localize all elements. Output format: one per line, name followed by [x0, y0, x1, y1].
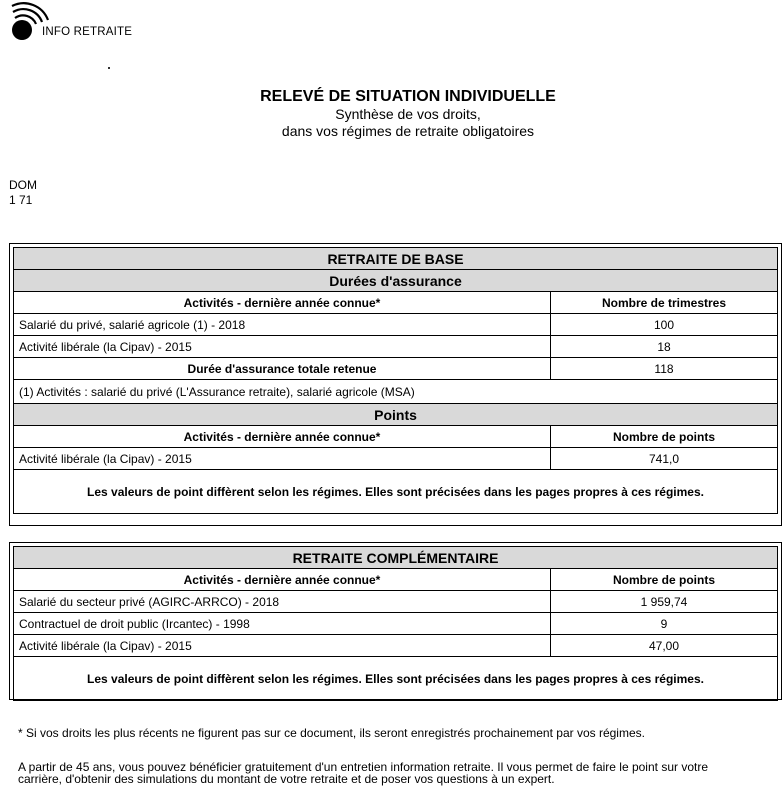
table-row	[14, 314, 778, 336]
table-row	[14, 635, 778, 657]
footer-note-1: * Si vos droits les plus récents ne figurent pas sur ce document, ils seront enregistrés prochainement par vos régimes.	[18, 726, 645, 740]
complementary-col-activity: Activités - dernière année connue*	[14, 569, 551, 591]
table-row	[14, 613, 778, 635]
points-col-value: Nombre de points	[551, 426, 778, 448]
footer-note-2: A partir de 45 ans, vous pouvez bénéficier gratuitement d'un entretien information retraite. Il vous permet de faire le point sur votre carrière, d'obtenir des simulations du montant de votre retraite et de poser vos questions à un expert.	[18, 760, 708, 786]
document-title: RELEVÉ DE SITUATION INDIVIDUELLE	[260, 88, 556, 105]
row-value: 47,00	[551, 635, 778, 657]
base-section-title: RETRAITE DE BASE	[14, 248, 778, 270]
row-value: 9	[551, 613, 778, 635]
row-value: 1 959,74	[551, 591, 778, 613]
points-col-activity: Activités - dernière année connue*	[14, 426, 551, 448]
complementary-col-value: Nombre de points	[551, 569, 778, 591]
row-value: 18	[551, 336, 778, 358]
table-row	[14, 591, 778, 613]
table-row	[14, 448, 778, 470]
total-row	[14, 358, 778, 380]
points-subtitle: Points	[14, 404, 778, 426]
address-line-1: DOM	[9, 178, 37, 192]
base-retirement-table	[13, 247, 778, 514]
row-value: 741,0	[551, 448, 778, 470]
row-label: Salarié du privé, salarié agricole (1) - 2018	[14, 314, 551, 336]
points-note: Les valeurs de point diffèrent selon les régimes. Elles sont précisées dans les pages propres à ces régimes.	[14, 470, 778, 514]
durations-footnote: (1) Activités : salarié du privé (L'Assurance retraite), salarié agricole (MSA)	[14, 380, 778, 404]
document-subtitle-1: Synthèse de vos droits,	[335, 106, 481, 122]
total-label: Durée d'assurance totale retenue	[14, 358, 551, 380]
document-subtitle-2: dans vos régimes de retraite obligatoires	[281, 123, 535, 139]
row-label: Salarié du secteur privé (AGIRC-ARRCO) - 2018	[14, 591, 551, 613]
row-label: Activité libérale (la Cipav) - 2015	[14, 448, 551, 470]
total-value: 118	[551, 358, 778, 380]
row-value: 100	[551, 314, 778, 336]
document-header	[0, 88, 782, 140]
address-line-2: 1 71	[9, 193, 33, 207]
logo-text: INFO RETRAITE	[42, 26, 133, 38]
row-label: Contractuel de droit public (Ircantec) - 1998	[14, 613, 551, 635]
decorative-dot	[108, 67, 110, 69]
complementary-retirement-section	[9, 542, 782, 700]
durations-col-quarters: Nombre de trimestres	[551, 292, 778, 314]
durations-col-activity: Activités - dernière année connue*	[14, 292, 551, 314]
base-retirement-section	[9, 243, 782, 526]
complementary-note: Les valeurs de point diffèrent selon les régimes. Elles sont précisées dans les pages propres à ces régimes.	[14, 657, 778, 701]
complementary-retirement-table	[13, 546, 778, 701]
row-label: Activité libérale (la Cipav) - 2015	[14, 635, 551, 657]
info-retraite-logo	[6, 0, 146, 48]
table-row	[14, 336, 778, 358]
recipient-address	[9, 178, 37, 208]
complementary-section-title: RETRAITE COMPLÉMENTAIRE	[14, 547, 778, 569]
durations-subtitle: Durées d'assurance	[14, 270, 778, 292]
row-label: Activité libérale (la Cipav) - 2015	[14, 336, 551, 358]
